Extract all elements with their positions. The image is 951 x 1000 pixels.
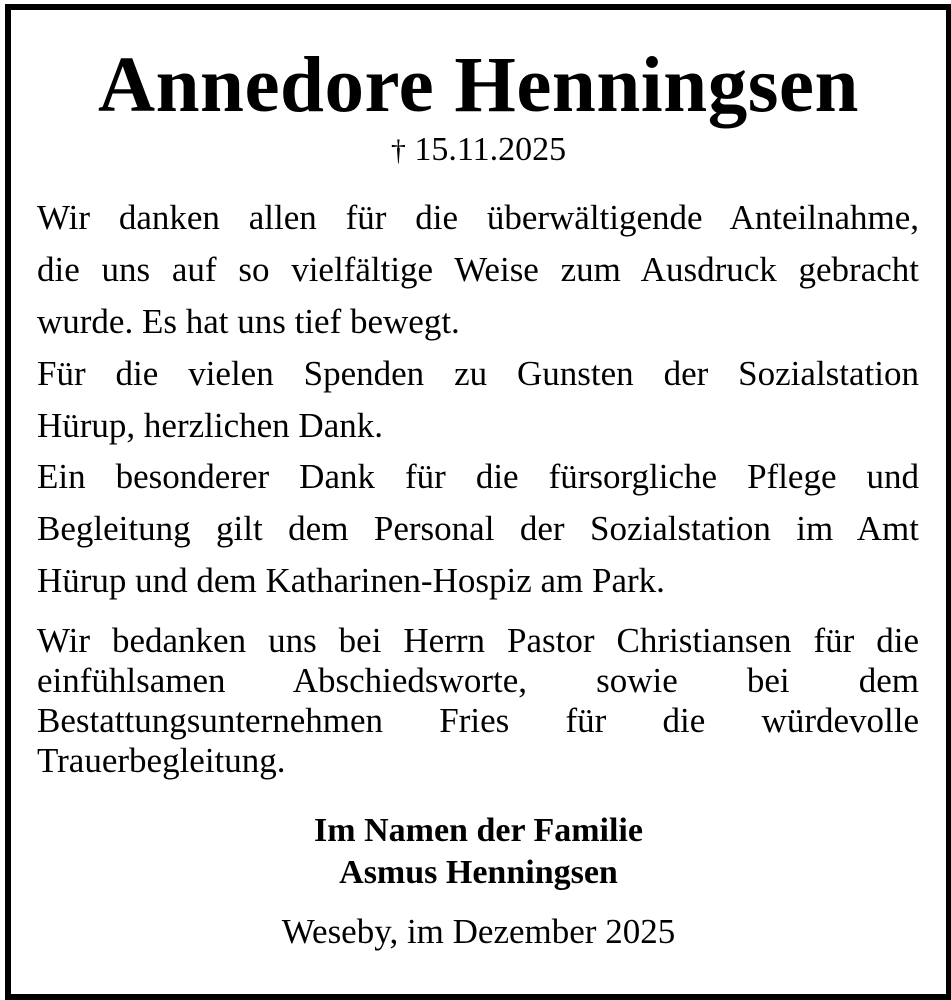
death-date-line — [11, 130, 946, 171]
paragraph-line: Wir bedanken uns bei Herrn Pastor Christiansen für die — [37, 621, 919, 660]
paragraph-line: wurde. Es hat uns tief bewegt. — [37, 302, 460, 341]
paragraph-line: einfühlsamen Abschiedsworte, sowie bei dem — [37, 661, 919, 700]
paragraph-line: Bestattungsunternehmen Fries für die würdevolle — [37, 701, 919, 740]
deceased-name: Annedore Henningsen — [98, 42, 859, 129]
place-and-date: Weseby, im Dezember 2025 — [281, 912, 676, 951]
paragraph-line: Hürup und dem Katharinen-Hospiz am Park. — [37, 561, 665, 600]
signature-name: Asmus Henningsen — [339, 854, 618, 891]
death-date: 15.11.2025 — [414, 131, 567, 168]
thanks-paragraph-1 — [37, 192, 919, 452]
thanks-paragraph-2 — [37, 451, 919, 607]
paragraph-line: Begleitung gilt dem Personal der Sozialstation im Amt — [37, 509, 919, 548]
thanks-paragraph-3 — [37, 621, 919, 781]
dagger-icon: † — [390, 134, 406, 167]
paragraph-line: Wir danken allen für die überwältigende Anteilnahme, — [37, 198, 919, 237]
paragraph-line: Trauerbegleitung. — [37, 741, 286, 780]
paragraph-line: Hürup, herzlichen Dank. — [37, 406, 383, 445]
signature-family: Im Namen der Familie — [314, 812, 643, 849]
paragraph-line: die uns auf so vielfältige Weise zum Ausdruck gebracht — [37, 250, 919, 289]
obituary-notice — [5, 4, 951, 1000]
paragraph-line: Ein besonderer Dank für die fürsorgliche Pflege und — [37, 457, 919, 496]
paragraph-line: Für die vielen Spenden zu Gunsten der Sozialstation — [37, 354, 919, 393]
